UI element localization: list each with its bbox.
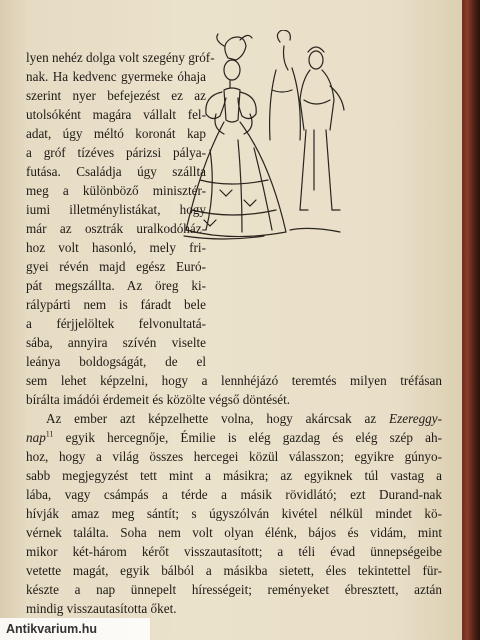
watermark-label: Antikvarium.hu	[0, 618, 150, 640]
text-line: mikor két-három kérőt visszautasított; a téli évad ünnepségeibe	[26, 544, 442, 559]
text-line: meg a különböző minisztér-	[26, 183, 206, 198]
text-line: a gróf tízéves párizsi pálya-	[26, 145, 206, 160]
text-line: szerint nyer befejezést ez az	[26, 88, 206, 103]
text-line: Az ember azt képzelhette volna, hogy akárcsak az Ezereggy-	[46, 411, 442, 426]
text-line: hoz volt hasonló, mely fri-	[26, 240, 206, 255]
text-line: sem lehet képzelni, hogy a lennhéjázó teremtés milyen tréfásan	[26, 373, 442, 388]
text-line: leánya boldogságát, de el	[26, 354, 206, 369]
text-line: utolsóként magára vállalt fel-	[26, 107, 206, 122]
book-title-italic: nap	[26, 430, 46, 445]
text-line: iumi illetménylistákat, hogy	[26, 202, 206, 217]
book-spine	[462, 0, 480, 640]
text-line: adat, úgy méltó koronát kap	[26, 126, 206, 141]
text-line: nak. Ha kedvenc gyermeke óhaja	[26, 69, 206, 84]
text-line: mindig visszautasította őket.	[26, 601, 177, 616]
text-line: sabb megjegyzést tett mint a másikra; az egyiknek túl vastag a	[26, 468, 442, 483]
text-line: készte a nap ünnepelt hírességeit; reményeket ébresztett, aztán	[26, 582, 442, 597]
text-line: sába, annyira szívén viselte	[26, 335, 206, 350]
text-line: lába, vagy csámpás a térde a másik rövidlátó; ezt Durand-nak	[26, 487, 442, 502]
text-line: hívják amaz meg sántít; s úgyszólván kivétel nélkül mindet kö-	[26, 506, 442, 521]
book-title-italic: Ezereggy-	[389, 411, 442, 426]
text-line: a férjjelöltek felvonultatá-	[26, 316, 206, 331]
ladies-and-gentleman-sketch-icon	[180, 30, 360, 270]
footnote-mark: 11	[45, 429, 54, 439]
text-line: vetette magát, egyik bálból a másikba sietett, éles tekintettel für-	[26, 563, 442, 578]
text-line: pát megszállta. Az öreg ki-	[26, 278, 206, 293]
text-line: futása. Családja úgy szállta	[26, 164, 206, 179]
text-line: bírálta imádói érdemeit és közölte végső döntését.	[26, 392, 291, 407]
text-line: már az osztrák uralkodóház-	[26, 221, 206, 236]
text-line: gyei révén majd egész Euró-	[26, 259, 206, 274]
text-line: lyen nehéz dolga volt szegény gróf-	[26, 50, 215, 65]
text-line: hoz, hogy a világ összes hercegei közül válasszon; egyikre gúnyo-	[26, 449, 442, 464]
text-line: nap$^{11}$ egyik hercegnője, Émilie is elég gazdag és elég szép ah-	[26, 429, 442, 445]
text-line: vérnek találta. Soha nem volt olyan élénk, bájos és vidám, mint	[26, 525, 442, 540]
text-line: rálypárti nem is fáradt bele	[26, 297, 206, 312]
